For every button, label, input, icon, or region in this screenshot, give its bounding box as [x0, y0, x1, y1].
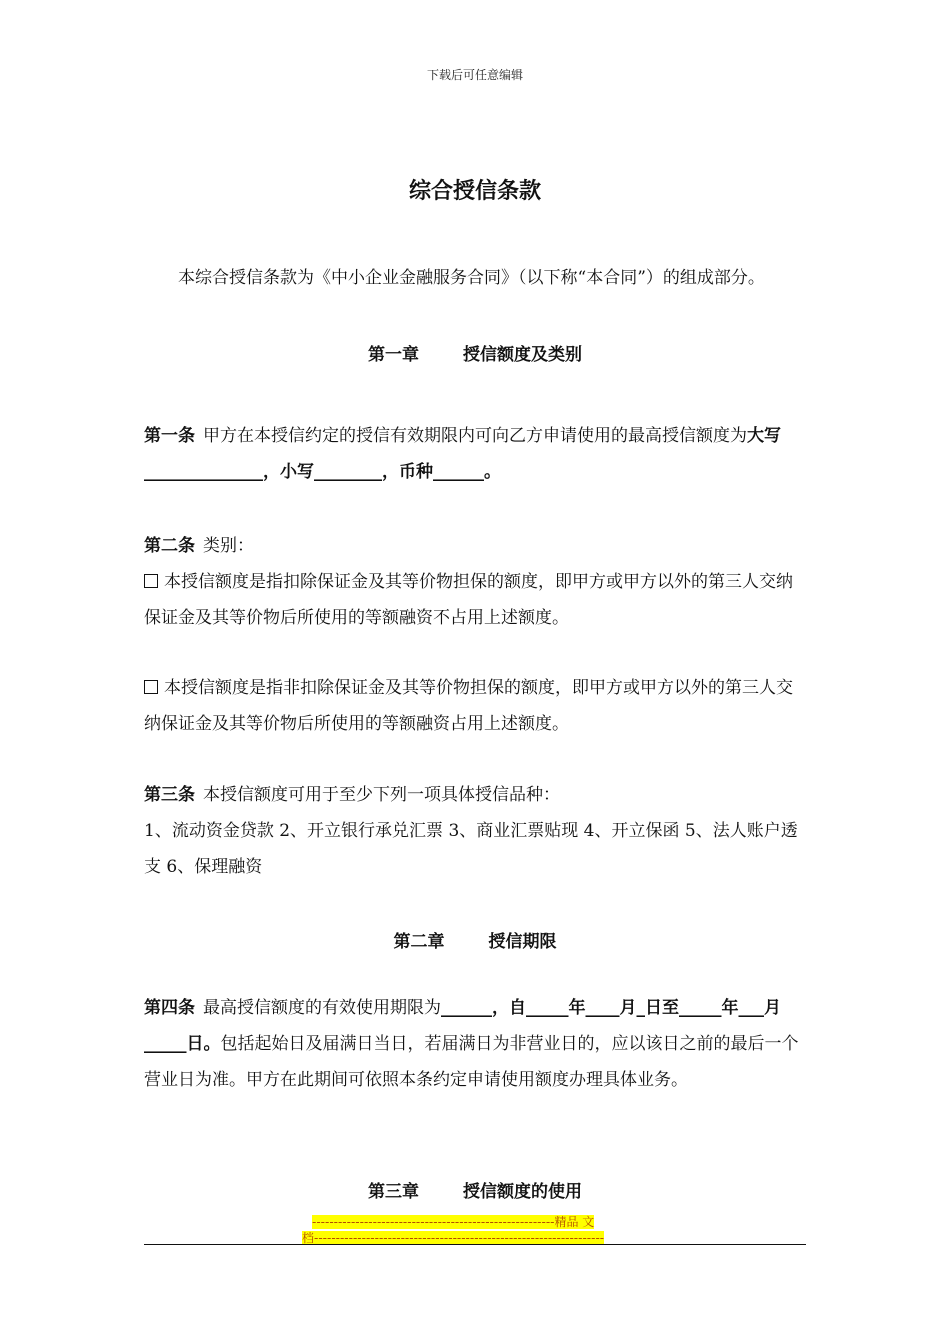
- article-3: [144, 777, 806, 813]
- checkbox-icon[interactable]: [144, 574, 158, 588]
- chapter-1-heading: [0, 340, 950, 365]
- chapter-name: 授信额度的使用: [463, 1182, 582, 1202]
- article-text: 类别：: [203, 536, 254, 556]
- article-2: [144, 528, 806, 564]
- footer-divider: [144, 1244, 806, 1245]
- option-2: [144, 670, 806, 742]
- article-label: 第三条: [144, 785, 195, 805]
- chapter-name: 授信额度及类别: [463, 345, 582, 365]
- footer-text: --------------------------------------------------------精品 文: [312, 1215, 595, 1229]
- footer-text: 档-------------------------------------------------------------------: [302, 1231, 605, 1245]
- option-1: [144, 564, 806, 636]
- document-title: 综合授信条款: [408, 179, 541, 204]
- option-text: 本授信额度是指非扣除保证金及其等价物担保的额度，即甲方或甲方以外的第三人交纳保证金及其等价物后所使用的等额融资占用上述额度。: [144, 678, 793, 734]
- chapter-name: 授信期限: [488, 932, 557, 952]
- chapter-number: 第三章: [368, 1182, 419, 1202]
- article-4: [144, 990, 806, 1098]
- chapter-2-heading: [0, 927, 950, 952]
- intro-paragraph: 本综合授信条款为《中小企业金融服务合同》（以下称“本合同”）的组成部分。: [178, 268, 765, 288]
- article-text: 最高授信额度的有效使用期限为: [203, 998, 441, 1018]
- amount-fill-in: 大写______________，小写________，币种______。: [144, 426, 781, 482]
- option-text: 本授信额度是指扣除保证金及其等价物担保的额度，即甲方或甲方以外的第三人交纳保证金及其等价物后所使用的等额融资不占用上述额度。: [144, 572, 793, 628]
- article-text-continued: 包括起始日及届满日当日，若届满日为非营业日的，应以该日之前的最后一个营业日为准。甲方在此期间可依照本条约定申请使用额度办理具体业务。: [144, 1034, 799, 1090]
- article-label: 第二条: [144, 536, 195, 556]
- checkbox-icon[interactable]: [144, 680, 158, 694]
- article-text: 本授信额度可用于至少下列一项具体授信品种：: [203, 785, 560, 805]
- chapter-number: 第一章: [368, 345, 419, 365]
- chapter-3-heading: [0, 1177, 950, 1202]
- article-label: 第一条: [144, 426, 195, 446]
- credit-types-list: 1、流动资金贷款 2、开立银行承兑汇票 3、商业汇票贴现 4、开立保函 5、法人账户透支 6、保理融资: [144, 821, 798, 877]
- chapter-number: 第二章: [393, 932, 445, 952]
- article-1: [144, 418, 806, 490]
- article-text: 甲方在本授信约定的授信有效期限内可向乙方申请使用的最高授信额度为: [203, 426, 747, 446]
- article-label: 第四条: [144, 998, 195, 1018]
- period-fill-in: ______，自_____年____月_日至_____年___月_____日。: [144, 998, 781, 1054]
- page-header: 下载后可任意编辑: [426, 68, 523, 82]
